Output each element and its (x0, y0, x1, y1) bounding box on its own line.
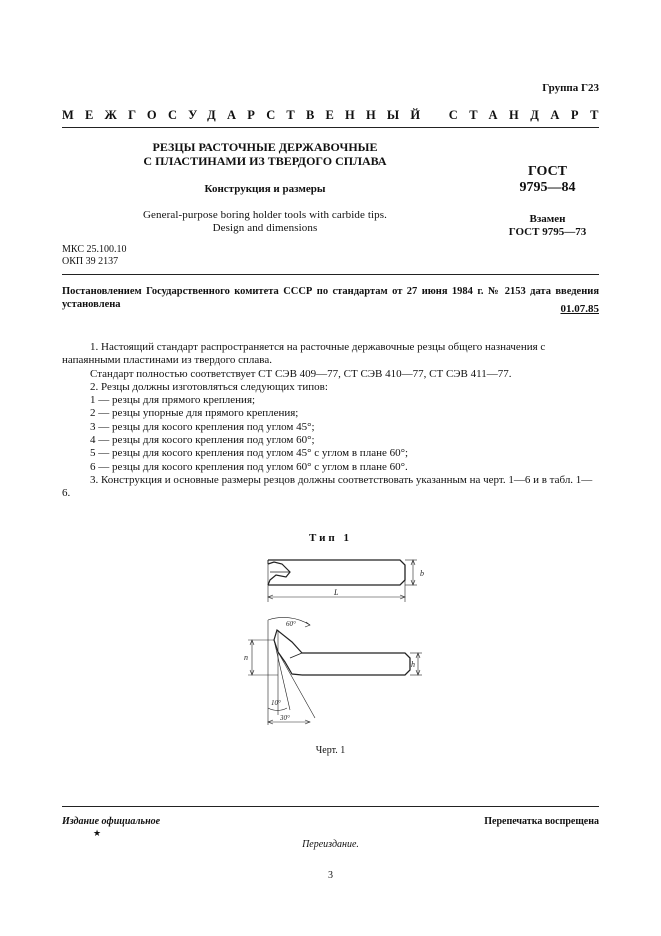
reissue-note: Переиздание. (302, 839, 359, 850)
angle-10-label: 10° (271, 699, 281, 707)
replaced-standard (470, 213, 625, 239)
dim-h-label: h (411, 660, 415, 669)
figure-caption: Черт. 1 (315, 745, 346, 756)
document-subtitle: Конструкция и размеры (204, 183, 326, 195)
angle-60-label: 60° (286, 620, 296, 628)
list-item: 3 — резцы для косого крепления под углом 45°; (90, 420, 315, 433)
interstate-word: МЕЖГОСУДАРСТВЕННЫЙ (62, 108, 432, 122)
reprint-prohibited: Перепечатка воспрещена (484, 816, 599, 827)
standard-word: СТАНДАРТ (448, 108, 610, 122)
gost-label: ГОСТ (527, 164, 568, 179)
paragraph: 2. Резцы должны изготовляться следующих типов: (90, 380, 328, 393)
effective-date: 01.07.85 (560, 303, 599, 315)
decree-text: Постановлением Государственного комитета СССР по стандартам от 27 июня 1984 г. № 2153 дата введения установлена (62, 286, 599, 310)
title-line-1: РЕЗЦЫ РАСТОЧНЫЕ ДЕРЖАВОЧНЫЕ (152, 140, 378, 154)
paragraph: Стандарт полностью соответствует СТ СЭВ 409—77, СТ СЭВ 410—77, СТ СЭВ 411—77. (90, 367, 512, 380)
dim-n-label: n (244, 653, 248, 662)
replaced-label: Взамен (529, 213, 566, 225)
document-title (110, 140, 420, 168)
official-edition: Издание официальное (62, 816, 161, 827)
paragraph: 1. Настоящий стандарт распространяется на расточные державочные резцы общего назначения с напаянными пластинами из твердого сплава. (62, 341, 546, 367)
figure-title: Тип 1 (309, 532, 352, 544)
list-item: 6 — резцы для косого крепления под углом 60° с углом в плане 60°. (90, 460, 408, 473)
star-icon: ★ (93, 828, 102, 838)
list-item: 4 — резцы для косого крепления под углом 60°; (90, 434, 315, 447)
group-code: Группа Г23 (542, 82, 599, 94)
dim-L-label: L (334, 588, 339, 597)
replaced-number: ГОСТ 9795—73 (508, 226, 587, 238)
english-title-line-2: Design and dimensions (212, 222, 318, 234)
tool-drawing (230, 550, 430, 735)
mks-code: МКС 25.100.10 (62, 244, 127, 255)
paragraph: 3. Конструкция и основные размеры резцов должны соответствовать указанным на черт. 1—6 и в табл. 1—6. (62, 473, 593, 500)
codes-rule (62, 274, 599, 275)
gost-designation (470, 164, 625, 196)
okp-code: ОКП 39 2137 (62, 256, 119, 267)
header-rule (62, 127, 599, 128)
english-title (110, 209, 420, 235)
classification-codes (62, 244, 126, 268)
interstate-standard-heading (62, 108, 610, 123)
english-title-line-1: General-purpose boring holder tools with carbide tips. (143, 209, 387, 221)
title-line-2: С ПЛАСТИНАМИ ИЗ ТВЕРДОГО СПЛАВА (143, 154, 387, 168)
dim-b-label: b (420, 569, 424, 578)
list-item: 5 — резцы для косого крепления под углом 45° с углом в плане 60°; (90, 447, 409, 460)
angle-30-label: 30° (280, 714, 290, 722)
footer-rule (62, 806, 599, 807)
list-item: 2 — резцы упорные для прямого крепления; (90, 407, 299, 420)
front-view (248, 617, 422, 725)
gost-number: 9795—84 (519, 180, 576, 195)
top-view (268, 560, 417, 602)
list-item: 1 — резцы для прямого крепления; (90, 394, 256, 407)
body-text (62, 341, 599, 501)
page-number: 3 (328, 870, 333, 881)
